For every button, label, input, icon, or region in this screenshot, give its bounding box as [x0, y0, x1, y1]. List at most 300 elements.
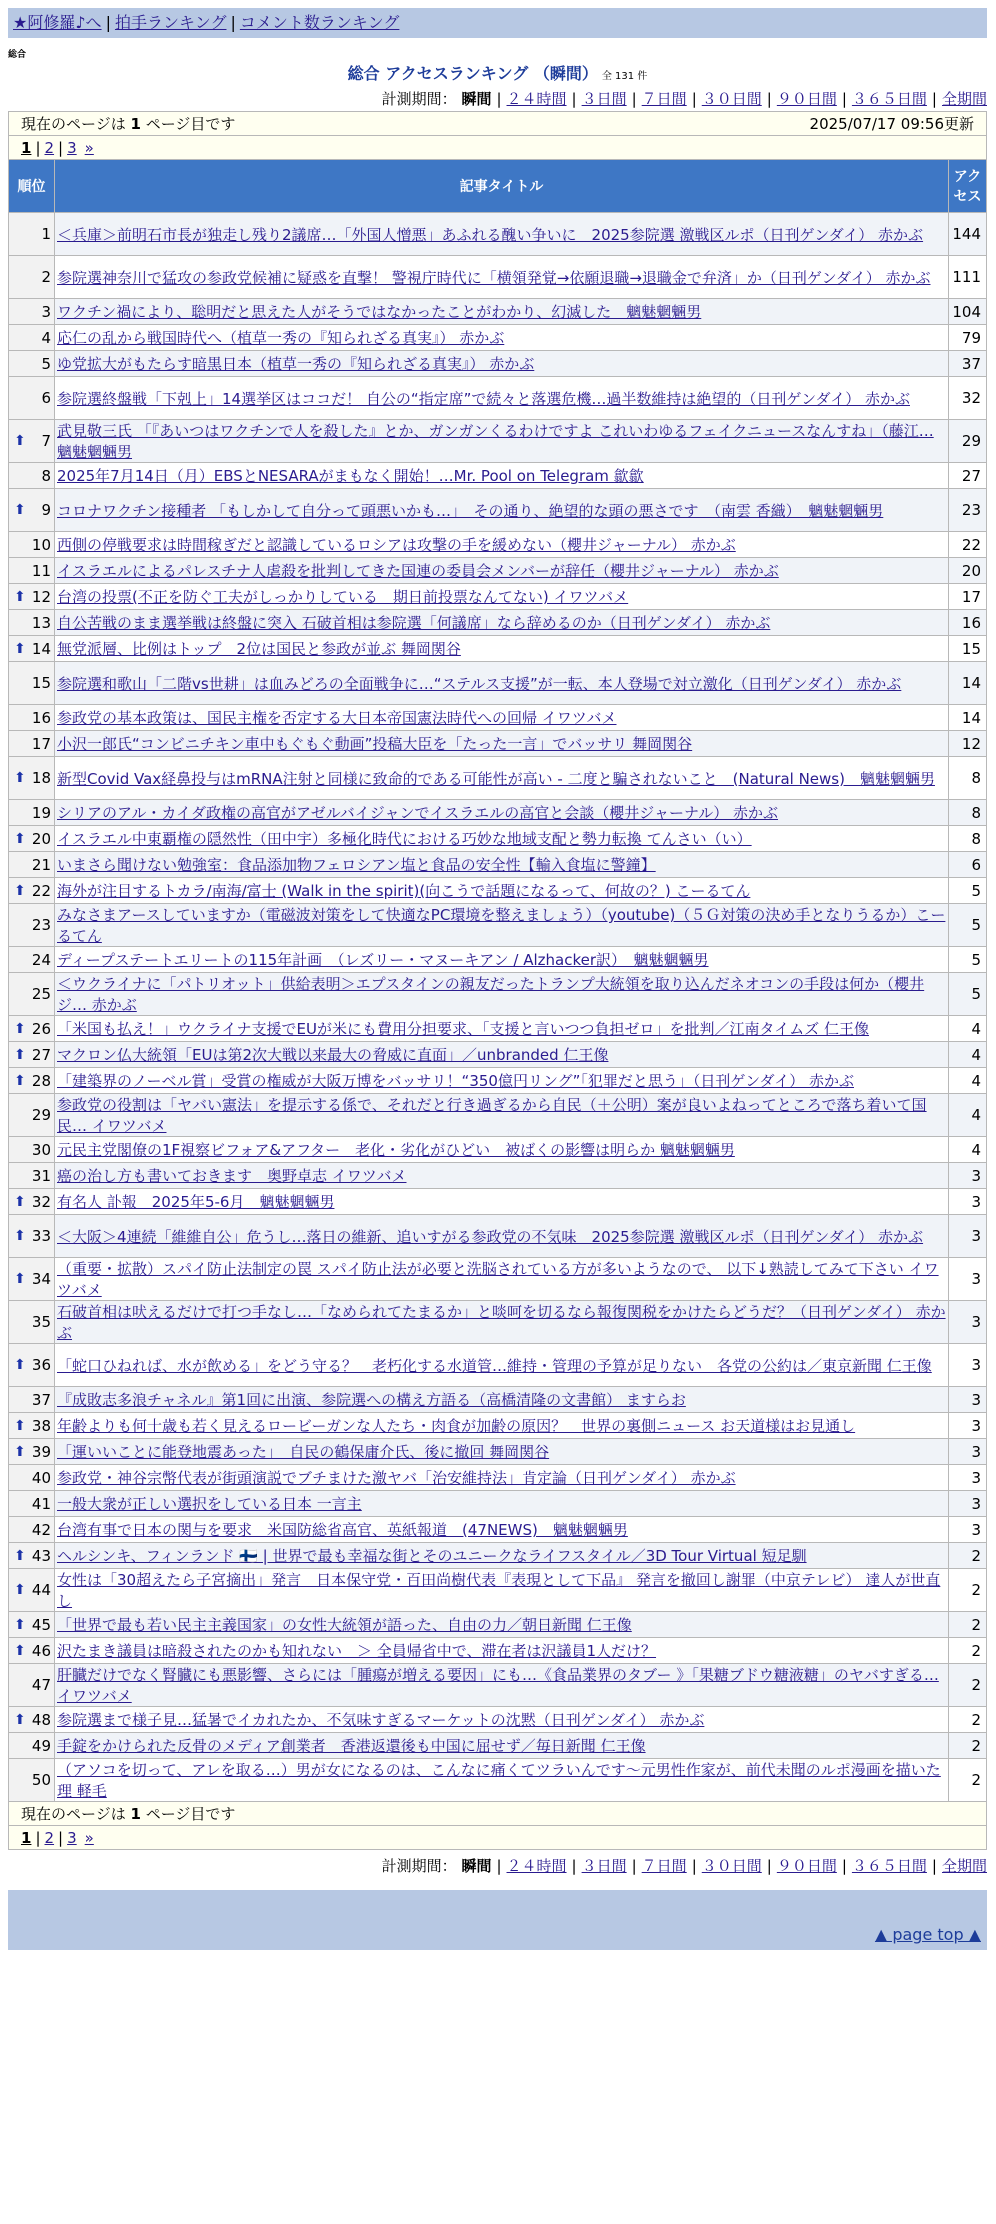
- col-rank-header: 順位: [9, 160, 55, 213]
- table-header: [9, 160, 987, 213]
- rank-cell: [9, 299, 55, 325]
- rank-number: 10: [31, 535, 51, 554]
- rank-number: 48: [31, 1710, 51, 1729]
- rank-cell: [9, 377, 55, 420]
- rank-up-arrow-icon: ⬆: [14, 433, 26, 449]
- access-count: 111: [948, 256, 986, 299]
- period-link-24h-bottom[interactable]: ２４時間: [506, 1857, 567, 1875]
- rank-number: 20: [31, 829, 51, 848]
- table-row: [9, 947, 987, 973]
- period-selector-bottom: 計測期間： 瞬間 | ２４時間 | ３日間 | ７日間 | ３０日間 | ９０日間 | ３６５日間 | 全期間: [381, 1857, 987, 1875]
- access-count: 8: [948, 826, 986, 852]
- article-title-link[interactable]: 「建築界のノーベル賞」受賞の権威が大阪万博をバッサリ！“350億円リング”「犯罪だと思う」（日刊ゲンダイ） 赤かぶ: [57, 1072, 854, 1090]
- footer-page-top-bar: [8, 1920, 987, 1950]
- rank-number: 4: [41, 328, 51, 347]
- title-cell: [55, 489, 949, 532]
- article-title-link[interactable]: （重要・拡散）スパイ防止法制定の罠 スパイ防止法が必要と洗脳されている方が多いようなので、 以下↓熟読してみて下さい イワツバメ: [57, 1260, 939, 1299]
- period-link-3d-bottom[interactable]: ３日間: [581, 1857, 627, 1875]
- table-row: [9, 558, 987, 584]
- rank-up-arrow-icon: ⬆: [14, 1443, 26, 1460]
- article-title-link[interactable]: 参院選神奈川で猛攻の参政党候補に疑惑を直撃！ 警視庁時代に「横領発覚→依願退職→退職金で弁済」か（日刊ゲンダイ） 赤かぶ: [57, 268, 931, 287]
- table-row: [9, 1638, 987, 1664]
- rank-number: 19: [31, 803, 51, 822]
- rank-cell: [9, 463, 55, 489]
- table-row: [9, 256, 987, 299]
- table-row: [9, 325, 987, 351]
- article-title-link[interactable]: 年齢よりも何十歳も若く見えるロービーガンな人たち・肉食が加齢の原因？ 世界の裏側ニュース お天道様はお見通し: [57, 1417, 856, 1435]
- title-cell: [55, 1344, 949, 1387]
- table-row: [9, 1569, 987, 1612]
- rank-cell: [9, 1517, 55, 1543]
- title-cell: [55, 325, 949, 351]
- article-title-link[interactable]: 無党派層、比例はトップ 2位は国民と参政が並ぶ 舞岡関谷: [57, 640, 461, 658]
- article-title-link[interactable]: 海外が注目するトカラ/南海/富士 (Walk in the spirit)(向こうで話題になるって、何故の？) こーるてん: [57, 882, 751, 900]
- access-count: 2: [948, 1733, 986, 1759]
- period-link-3d[interactable]: ３日間: [581, 90, 627, 108]
- access-count: 20: [948, 558, 986, 584]
- period-link-7d-bottom[interactable]: ７日間: [641, 1857, 687, 1875]
- rank-number: 14: [31, 639, 51, 658]
- rank-cell: [9, 800, 55, 826]
- table-row: [9, 1068, 987, 1094]
- access-count: 2: [948, 1543, 986, 1569]
- title-cell: [55, 878, 949, 904]
- table-row: [9, 351, 987, 377]
- article-title-link[interactable]: ディープステートエリートの115年計画 （レズリー・マヌーキアン / Alzhacker訳） 魑魅魍魎男: [57, 951, 709, 969]
- rank-number: 45: [31, 1615, 51, 1634]
- period-label-bottom: 計測期間：: [381, 1857, 457, 1875]
- rank-cell: [9, 852, 55, 878]
- nav-link-comment-ranking[interactable]: コメント数ランキング: [239, 13, 400, 32]
- pager-next-bottom[interactable]: »: [84, 1828, 94, 1847]
- access-count: 3: [948, 1344, 986, 1387]
- rank-number: 9: [41, 501, 51, 519]
- title-cell: [55, 1638, 949, 1664]
- period-selector-top: 計測期間： 瞬間 | ２４時間 | ３日間 | ７日間 | ３０日間 | ９０日間 | ３６５日間 | 全期間: [381, 90, 987, 108]
- period-link-24h[interactable]: ２４時間: [506, 90, 567, 108]
- table-row: [9, 489, 987, 532]
- table-row: [9, 584, 987, 610]
- access-count: 2: [948, 1612, 986, 1638]
- period-link-90d-bottom[interactable]: ９０日間: [776, 1857, 837, 1875]
- title-cell: [55, 973, 949, 1016]
- article-title-link[interactable]: 参院選和歌山「二階vs世耕」は血みどろの全面戦争に…“ステルス支援”が一転、本人登場で対立激化（日刊ゲンダイ） 赤かぶ: [57, 674, 902, 693]
- rank-up-arrow-icon: ⬆: [14, 1020, 26, 1037]
- table-row: [9, 1094, 987, 1137]
- period-link-all[interactable]: 全期間: [941, 90, 987, 108]
- updated-time: 2025/07/17 09:56更新: [809, 115, 974, 133]
- pager-current-bottom: 1: [21, 1828, 32, 1847]
- article-title-link[interactable]: 「世界で最も若い民主主義国家」の女性大統領が語った、自由の力／朝日新聞 仁王像: [57, 1616, 632, 1634]
- article-title-link[interactable]: 癌の治し方も書いておきます 奥野卓志 イワツバメ: [57, 1167, 407, 1185]
- rank-cell: [9, 256, 55, 299]
- access-count: 3: [948, 1465, 986, 1491]
- rank-cell: [9, 1137, 55, 1163]
- period-current-bottom: 瞬間: [461, 1857, 492, 1875]
- total-count: 全 131 件: [601, 71, 648, 82]
- rank-up-arrow-icon: ⬆: [14, 1616, 26, 1633]
- access-count: 3: [948, 1439, 986, 1465]
- article-title-link[interactable]: 手錠をかけられた反骨のメディア創業者 香港返還後も中国に屈せず／毎日新聞 仁王像: [57, 1737, 646, 1755]
- table-row: [9, 705, 987, 731]
- article-title-link[interactable]: 台湾有事で日本の関与を要求 米国防総省高官、英紙報道 (47NEWS) 魑魅魍魎男: [57, 1521, 628, 1539]
- rank-number: 13: [31, 613, 51, 632]
- col-title-header: 記事タイトル: [55, 160, 949, 213]
- article-title-link[interactable]: コロナワクチン接種者 「もしかして自分って頭悪いかも…」 その通り、絶望的な頭の悪さです （南雲 香織） 魑魅魍魎男: [57, 501, 884, 520]
- table-row: [9, 1137, 987, 1163]
- title-cell: [55, 1163, 949, 1189]
- title-cell: [55, 1094, 949, 1137]
- table-row: [9, 1413, 987, 1439]
- rank-cell: [9, 757, 55, 800]
- article-title-link[interactable]: ワクチン禍により、聡明だと思えた人がそうではなかったことがわかり、幻滅した 魑魅魍魎男: [57, 303, 702, 321]
- rank-up-arrow-icon: ⬆: [14, 1193, 26, 1210]
- title-cell: [55, 1258, 949, 1301]
- article-title-link[interactable]: 石破首相は吠えるだけで打つ手なし…「なめられてたまるか」と啖呵を切るなら報復関税をかけたらどうだ？（日刊ゲンダイ） 赤かぶ: [57, 1303, 946, 1342]
- rank-number: 21: [31, 855, 51, 874]
- article-title-link[interactable]: 参政党・神谷宗幣代表が街頭演説でブチまけた激ヤバ「治安維持法」肯定論（日刊ゲンダイ） 赤かぶ: [57, 1469, 736, 1487]
- title-cell: [55, 757, 949, 800]
- article-title-link[interactable]: 武見敬三氏 「『あいつはワクチンで人を殺した』とか、ガンガンくるわけですよ これいわゆるフェイクニュースなんすね」（藤江… 魑魅魍魎男: [57, 422, 934, 461]
- rank-number: 32: [31, 1192, 51, 1211]
- title-cell: [55, 1068, 949, 1094]
- title-cell: [55, 1042, 949, 1068]
- rank-up-arrow-icon: ⬆: [14, 830, 26, 847]
- article-title-link[interactable]: 台湾の投票(不正を防ぐ工夫がしっかりしている 期日前投票なんてない) イワツバメ: [57, 588, 629, 606]
- title-cell: [55, 1759, 949, 1802]
- rank-cell: [9, 325, 55, 351]
- rank-number: 5: [41, 354, 51, 373]
- rank-up-arrow-icon: ⬆: [14, 1271, 26, 1287]
- access-count: 5: [948, 973, 986, 1016]
- period-link-30d-bottom[interactable]: ３０日間: [701, 1857, 762, 1875]
- access-count: 3: [948, 1163, 986, 1189]
- title-cell: [55, 420, 949, 463]
- ranking-title: 総合 アクセスランキング （瞬間）: [347, 64, 598, 83]
- title-cell: [55, 1439, 949, 1465]
- article-title-link[interactable]: （アソコを切って、アレを取る…）男が女になるのは、こんなに痛くてツラいんです〜元男性作家が、前代未聞のルポ漫画を描いた理 軽毛: [57, 1761, 941, 1800]
- access-count: 3: [948, 1517, 986, 1543]
- access-count: 4: [948, 1137, 986, 1163]
- rank-cell: [9, 636, 55, 662]
- rank-cell: [9, 1094, 55, 1137]
- rank-up-arrow-icon: ⬆: [14, 640, 26, 657]
- access-count: 3: [948, 1301, 986, 1344]
- table-row: [9, 1387, 987, 1413]
- access-count: 2: [948, 1569, 986, 1612]
- access-count: 32: [948, 377, 986, 420]
- article-title-link[interactable]: 沢たまき議員は暗殺されたのかも知れない ＞ 全員帰省中で、滞在者は沢議員1人だけ？: [57, 1642, 657, 1660]
- access-count: 22: [948, 532, 986, 558]
- access-count: 12: [948, 731, 986, 757]
- article-title-link[interactable]: 「米国も払え！」ウクライナ支援でEUが米にも費用分担要求、「支援と言いつつ負担ゼロ」を批判／江南タイムズ 仁王像: [57, 1020, 869, 1038]
- article-title-link[interactable]: 「蛇口ひねれば、水が飲める」をどう守る？ 老朽化する水道管…維持・管理の予算が足りない 各党の公約は／東京新聞 仁王像: [57, 1356, 932, 1375]
- rank-number: 16: [31, 708, 51, 727]
- table-row: [9, 1612, 987, 1638]
- table-row: [9, 532, 987, 558]
- access-count: 4: [948, 1016, 986, 1042]
- rank-number: 28: [31, 1071, 51, 1090]
- article-title-link[interactable]: 元民主党閣僚の1F視察ビフォア&アフター 老化・劣化がひどい 被ばくの影響は明らか 魑魅魍魎男: [57, 1141, 735, 1159]
- article-title-link[interactable]: ＜兵庫＞前明石市長が独走し残り2議席…「外国人憎悪」あふれる醜い争いに 2025参院選 激戦区ルポ（日刊ゲンダイ） 赤かぶ: [57, 225, 924, 244]
- table-row: [9, 463, 987, 489]
- rank-up-arrow-icon: ⬆: [14, 1357, 26, 1373]
- rank-cell: [9, 1387, 55, 1413]
- article-title-link[interactable]: マクロン仏大統領「EUは第2次大戦以来最大の脅威に直面」／unbranded 仁王像: [57, 1046, 609, 1064]
- period-link-7d[interactable]: ７日間: [641, 90, 687, 108]
- article-title-link[interactable]: 一般大衆が正しい選択をしている日本 一言主: [57, 1495, 362, 1513]
- table-row: [9, 1664, 987, 1707]
- access-count: 104: [948, 299, 986, 325]
- article-title-link[interactable]: 肝臓だけでなく腎臓にも悪影響、さらには「腫瘍が増える要因」にも…《食品業界のタブー 》「果糖ブドウ糖液糖」のヤバすぎる… イワツバメ: [57, 1666, 939, 1705]
- rank-number: 42: [31, 1520, 51, 1539]
- rank-cell: [9, 1491, 55, 1517]
- title-cell: [55, 1517, 949, 1543]
- rank-cell: [9, 1759, 55, 1802]
- rank-up-arrow-icon: ⬆: [14, 882, 26, 899]
- title-cell: [55, 1387, 949, 1413]
- title-cell: [55, 213, 949, 256]
- article-title-link[interactable]: 参院選終盤戦「下剋上」14選挙区はココだ！ 自公の“指定席”で続々と落選危機…過半数維持は絶望的（日刊ゲンダイ） 赤かぶ: [57, 389, 910, 408]
- rank-cell: [9, 1042, 55, 1068]
- rank-up-arrow-icon: ⬆: [14, 502, 26, 518]
- table-row: [9, 420, 987, 463]
- article-title-link[interactable]: 新型Covid Vax経鼻投与はmRNA注射と同様に致命的である可能性が高い - 二度と騙されないこと (Natural News) 魑魅魍魎男: [57, 769, 935, 788]
- title-cell: [55, 705, 949, 731]
- ranking-rows: [9, 213, 987, 1802]
- pager-link-3[interactable]: 3: [67, 138, 77, 157]
- rank-number: 46: [31, 1641, 51, 1660]
- table-row: [9, 1301, 987, 1344]
- article-title-link[interactable]: ＜大阪＞4連続「維維自公」危うし…落日の維新、追いすがる参政党の不気味 2025参院選 激戦区ルポ（日刊ゲンダイ） 赤かぶ: [57, 1227, 924, 1246]
- rank-up-arrow-icon: ⬆: [14, 1642, 26, 1659]
- rank-cell: [9, 489, 55, 532]
- table-row: [9, 1016, 987, 1042]
- rank-cell: [9, 1163, 55, 1189]
- article-title-link[interactable]: 自公苦戦のまま選挙戦は終盤に突入 石破首相は参院選「何議席」なら辞めるのか（日刊ゲンダイ） 赤かぶ: [57, 614, 771, 632]
- article-title-link[interactable]: 女性は「30超えたら子宮摘出」発言 日本保守党・百田尚樹代表『表現として下品』 発言を撤回し謝罪（中京テレビ） 達人が世直し: [57, 1571, 941, 1610]
- rank-number: 1: [41, 225, 51, 243]
- period-link-all-bottom[interactable]: 全期間: [941, 1857, 987, 1875]
- article-title-link[interactable]: 有名人 訃報 2025年5-6月 魑魅魍魎男: [57, 1193, 335, 1211]
- rank-cell: [9, 1664, 55, 1707]
- article-title-link[interactable]: みなさまアースしていますか（電磁波対策をして快適なPC環境を整えましょう）（youtube)（５Ｇ対策の決め手となりうるか）こーるてん: [57, 906, 946, 945]
- rank-number: 6: [41, 389, 51, 407]
- access-count: 3: [948, 1258, 986, 1301]
- rank-cell: [9, 1733, 55, 1759]
- table-row: [9, 826, 987, 852]
- title-cell: [55, 1215, 949, 1258]
- article-title-link[interactable]: 応仁の乱から戦国時代へ（植草一秀の『知られざる真実』） 赤かぶ: [57, 329, 505, 347]
- access-count: 3: [948, 1491, 986, 1517]
- rank-number: 39: [31, 1442, 51, 1461]
- pager-next[interactable]: »: [84, 138, 94, 157]
- period-label: 計測期間：: [381, 90, 457, 108]
- title-cell: [55, 1189, 949, 1215]
- rank-number: 7: [41, 432, 51, 450]
- pager-link-2-bottom[interactable]: 2: [44, 1828, 55, 1847]
- rank-number: 34: [31, 1270, 51, 1288]
- access-count: 5: [948, 904, 986, 947]
- table-row: [9, 731, 987, 757]
- access-count: 3: [948, 1413, 986, 1439]
- article-title-link[interactable]: ゆ党拡大がもたらす暗黒日本（植草一秀の『知られざる真実』） 赤かぶ: [57, 355, 535, 373]
- table-row: [9, 1189, 987, 1215]
- rank-number: 22: [31, 881, 51, 900]
- access-count: 4: [948, 1094, 986, 1137]
- rank-number: 35: [31, 1313, 51, 1331]
- rank-up-arrow-icon: ⬆: [14, 770, 26, 786]
- title-cell: [55, 852, 949, 878]
- pager-row-bottom: 1 | 2 | 3 »: [9, 1826, 987, 1850]
- title-cell: [55, 947, 949, 973]
- rank-cell: [9, 662, 55, 705]
- rank-up-arrow-icon: ⬆: [14, 1046, 26, 1063]
- table-row: [9, 213, 987, 256]
- rank-cell: [9, 1413, 55, 1439]
- table-row: [9, 1163, 987, 1189]
- period-link-30d[interactable]: ３０日間: [701, 90, 762, 108]
- title-cell: [55, 584, 949, 610]
- article-title-link[interactable]: 西側の停戦要求は時間稼ぎだと認識しているロシアは攻撃の手を緩めない（櫻井ジャーナル） 赤かぶ: [57, 536, 736, 554]
- rank-cell: [9, 1301, 55, 1344]
- access-count: 144: [948, 213, 986, 256]
- rank-number: 23: [31, 916, 51, 934]
- pager-current: 1: [21, 138, 32, 157]
- title-cell: [55, 1543, 949, 1569]
- pager-link-3-bottom[interactable]: 3: [67, 1828, 77, 1847]
- article-title-link[interactable]: 参政党の役割は「ヤバい憲法」を提示する係で、それだと行き過ぎるから自民（＋公明）案が良いよねってところで落ち着いて国民… イワツバメ: [57, 1096, 927, 1135]
- rank-number: 12: [31, 587, 51, 606]
- table-row: [9, 1759, 987, 1802]
- article-title-link[interactable]: ＜ウクライナに「パトリオット」供給表明＞エプスタインの親友だったトランプ大統領を取り込んだネオコンの手段は何か（櫻井ジ… 赤かぶ: [57, 975, 925, 1014]
- rank-number: 31: [31, 1166, 51, 1185]
- page-title: [8, 61, 987, 87]
- access-count: 8: [948, 757, 986, 800]
- rank-cell: [9, 826, 55, 852]
- table-row: [9, 1465, 987, 1491]
- nav-link-applause-ranking[interactable]: 拍手ランキング: [114, 13, 227, 32]
- access-count: 4: [948, 1042, 986, 1068]
- article-title-link[interactable]: 2025年7月14日（月）EBSとNESARAがまもなく開始！…Mr. Pool on Telegram 歙歙: [57, 467, 644, 485]
- access-count: 29: [948, 420, 986, 463]
- title-cell: [55, 1664, 949, 1707]
- rank-up-arrow-icon: ⬆: [14, 1582, 26, 1598]
- article-title-link[interactable]: 小沢一郎氏“コンビニチキン車中もぐもぐ動画”投稿大臣を「たった一言」でバッサリ 舞岡関谷: [57, 735, 693, 753]
- table-row: [9, 1215, 987, 1258]
- current-page-text: 現在のページは 1 ページ目です: [21, 115, 236, 133]
- article-title-link[interactable]: 『成敗志多浪チャネル』第1回に出演、参院選への構え方語る（高橋清隆の文書館） ますらお: [57, 1391, 686, 1409]
- rank-up-arrow-icon: ⬆: [14, 1711, 26, 1728]
- top-nav-bar: ★阿修羅♪へ | 拍手ランキング | コメント数ランキング: [8, 8, 987, 38]
- period-link-365d[interactable]: ３６５日間: [851, 90, 927, 108]
- rank-cell: [9, 1189, 55, 1215]
- rank-number: 25: [31, 985, 51, 1003]
- title-cell: [55, 904, 949, 947]
- access-count: 2: [948, 1638, 986, 1664]
- rank-cell: [9, 420, 55, 463]
- rank-number: 26: [31, 1019, 51, 1038]
- article-title-link[interactable]: イスラエル中東覇権の隠然性（田中宇）多極化時代における巧妙な地域支配と勢力転換 てんさい（い）: [57, 830, 752, 848]
- title-cell: [55, 1733, 949, 1759]
- rank-cell: [9, 558, 55, 584]
- rank-number: 11: [31, 561, 51, 580]
- rank-cell: [9, 1612, 55, 1638]
- rank-number: 49: [31, 1736, 51, 1755]
- nav-link-asyura[interactable]: ★阿修羅♪へ: [13, 13, 102, 32]
- rank-cell: [9, 973, 55, 1016]
- rank-cell: [9, 1543, 55, 1569]
- table-row: [9, 1491, 987, 1517]
- article-title-link[interactable]: 参院選まで様子見…猛暑でイカれたか、不気味すぎるマーケットの沈黙（日刊ゲンダイ） 赤かぶ: [57, 1711, 705, 1729]
- access-count: 3: [948, 1387, 986, 1413]
- pager-link-2[interactable]: 2: [44, 138, 55, 157]
- period-link-365d-bottom[interactable]: ３６５日間: [851, 1857, 927, 1875]
- title-cell: [55, 1612, 949, 1638]
- current-page-text-bottom: 現在のページは 1 ページ目です: [21, 1805, 236, 1823]
- table-row: [9, 757, 987, 800]
- table-row: [9, 1042, 987, 1068]
- access-count: 15: [948, 636, 986, 662]
- rank-number: 33: [31, 1227, 51, 1245]
- rank-number: 24: [31, 950, 51, 969]
- rank-number: 47: [31, 1676, 51, 1694]
- footer-bar: [8, 1890, 987, 1920]
- table-row: [9, 377, 987, 420]
- article-title-link[interactable]: 「運いいことに能登地震あった」 自民の鶴保庸介氏、後に撤回 舞岡関谷: [57, 1443, 550, 1461]
- pager-row: 1 | 2 | 3 »: [9, 136, 987, 160]
- access-count: 37: [948, 351, 986, 377]
- rank-cell: [9, 532, 55, 558]
- table-row: [9, 610, 987, 636]
- title-cell: [55, 662, 949, 705]
- ranking-table: [8, 111, 987, 1850]
- article-title-link[interactable]: いまさら聞けない勉強室：食品添加物フェロシアン塩と食品の安全性【輸入食塩に警鐘】: [57, 856, 656, 874]
- access-count: 79: [948, 325, 986, 351]
- rank-number: 3: [41, 302, 51, 321]
- page-info-row: [9, 112, 987, 136]
- title-cell: [55, 800, 949, 826]
- rank-up-arrow-icon: ⬆: [14, 1417, 26, 1434]
- page-top-link[interactable]: ▲ page top ▲: [874, 1925, 981, 1944]
- article-title-link[interactable]: イスラエルによるパレスチナ人虐殺を批判してきた国連の委員会メンバーが辞任（櫻井ジャーナル） 赤かぶ: [57, 562, 779, 580]
- table-row: [9, 904, 987, 947]
- article-title-link[interactable]: ヘルシンキ、フィンランド 🇫🇮 | 世界で最も幸福な街とそのユニークなライフスタイル／3D Tour Virtual 短足馴: [57, 1547, 807, 1565]
- title-cell: [55, 1301, 949, 1344]
- article-title-link[interactable]: 参政党の基本政策は、国民主権を否定する大日本帝国憲法時代への回帰 イワツバメ: [57, 709, 617, 727]
- title-cell: [55, 826, 949, 852]
- article-title-link[interactable]: シリアのアル・カイダ政権の高官がアゼルバイジャンでイスラエルの高官と会談（櫻井ジャーナル） 赤かぶ: [57, 804, 779, 822]
- period-current: 瞬間: [461, 90, 492, 108]
- title-cell: [55, 636, 949, 662]
- rank-number: 40: [31, 1468, 51, 1487]
- title-cell: [55, 1016, 949, 1042]
- rank-number: 44: [31, 1581, 51, 1599]
- table-row: [9, 852, 987, 878]
- access-count: 14: [948, 705, 986, 731]
- rank-cell: [9, 1258, 55, 1301]
- table-row: [9, 299, 987, 325]
- access-count: 2: [948, 1759, 986, 1802]
- rank-up-arrow-icon: ⬆: [14, 1072, 26, 1089]
- period-link-90d[interactable]: ９０日間: [776, 90, 837, 108]
- rank-cell: [9, 1439, 55, 1465]
- rank-cell: [9, 584, 55, 610]
- rank-number: 8: [41, 466, 51, 485]
- title-cell: [55, 377, 949, 420]
- title-cell: [55, 1569, 949, 1612]
- rank-cell: [9, 947, 55, 973]
